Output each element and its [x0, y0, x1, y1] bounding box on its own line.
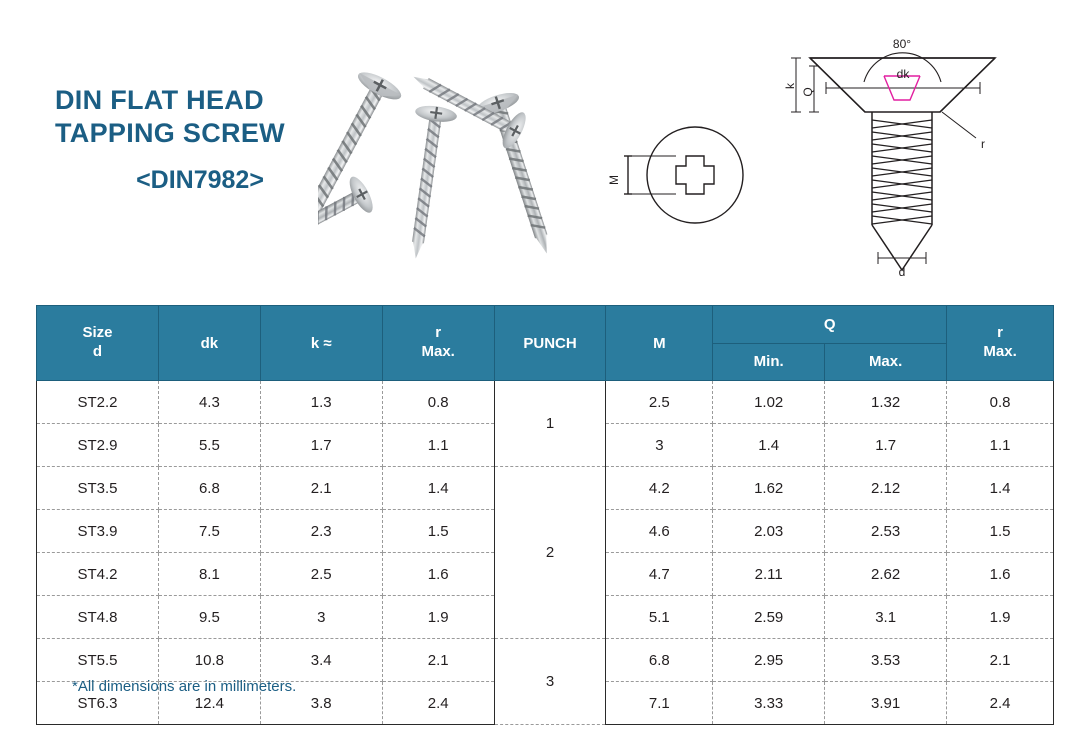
cell-r2: 0.8	[947, 381, 1054, 424]
cell-dk: 8.1	[159, 553, 261, 596]
cell-punch: 2	[494, 467, 606, 639]
cell-dk: 12.4	[159, 682, 261, 725]
cell-size: ST5.5	[37, 639, 159, 682]
cell-q-max: 1.7	[825, 424, 947, 467]
cell-q-min: 1.62	[713, 467, 825, 510]
spec-table-body	[37, 381, 1054, 725]
cell-q-min: 2.59	[713, 596, 825, 639]
cell-r2: 2.4	[947, 682, 1054, 725]
header-r2-line-1: r	[997, 324, 1003, 342]
header-punch: PUNCH	[494, 306, 606, 381]
cell-m: 3	[606, 424, 713, 467]
cell-r1: 1.1	[382, 424, 494, 467]
cell-dk: 4.3	[159, 381, 261, 424]
cell-k: 2.1	[260, 467, 382, 510]
header-q-min: Min.	[713, 343, 825, 381]
header-row-1	[37, 306, 1054, 344]
header-k: k ≈	[260, 306, 382, 381]
label-q: Q	[801, 87, 815, 97]
cell-k: 3.8	[260, 682, 382, 725]
header-m: M	[606, 306, 713, 381]
cell-m: 2.5	[606, 381, 713, 424]
cell-size: ST4.8	[37, 596, 159, 639]
table-row	[37, 639, 1054, 682]
cell-m: 4.7	[606, 553, 713, 596]
cell-dk: 5.5	[159, 424, 261, 467]
cell-r2: 1.4	[947, 467, 1054, 510]
table-row	[37, 467, 1054, 510]
spec-table-head	[37, 306, 1054, 381]
cell-r1: 1.6	[382, 553, 494, 596]
cell-q-min: 2.11	[713, 553, 825, 596]
label-angle: 80°	[892, 37, 912, 51]
cell-r2: 1.5	[947, 510, 1054, 553]
page-title-line-2: TAPPING SCREW	[55, 117, 285, 148]
page-title-line-1: DIN FLAT HEAD	[55, 85, 264, 115]
cell-q-max: 2.62	[825, 553, 947, 596]
cell-q-max: 2.12	[825, 467, 947, 510]
cell-m: 7.1	[606, 682, 713, 725]
cell-m: 4.6	[606, 510, 713, 553]
cell-k: 3	[260, 596, 382, 639]
cell-size: ST3.9	[37, 510, 159, 553]
cell-k: 1.3	[260, 381, 382, 424]
cell-q-max: 3.1	[825, 596, 947, 639]
cell-q-min: 1.02	[713, 381, 825, 424]
cell-r1: 1.9	[382, 596, 494, 639]
cell-m: 6.8	[606, 639, 713, 682]
cell-size: ST2.2	[37, 381, 159, 424]
product-photo	[318, 40, 568, 280]
cell-dk: 7.5	[159, 510, 261, 553]
cell-r1: 0.8	[382, 381, 494, 424]
cell-r2: 1.9	[947, 596, 1054, 639]
cell-size: ST6.3	[37, 682, 159, 725]
header-size-line-1: Size	[82, 324, 113, 342]
cell-q-min: 2.95	[713, 639, 825, 682]
header-size-line-2: d	[92, 343, 103, 360]
cell-r1: 2.4	[382, 682, 494, 725]
cell-size: ST4.2	[37, 553, 159, 596]
cell-r1: 1.4	[382, 467, 494, 510]
cell-r1: 1.5	[382, 510, 494, 553]
cell-punch: 1	[494, 381, 606, 467]
cell-q-min: 1.4	[713, 424, 825, 467]
cell-size: ST3.5	[37, 467, 159, 510]
title-block	[55, 84, 335, 195]
header-r-max-2	[947, 306, 1054, 381]
cell-k: 1.7	[260, 424, 382, 467]
header-q-max: Max.	[825, 343, 947, 381]
cell-q-max: 2.53	[825, 510, 947, 553]
header-dk: dk	[159, 306, 261, 381]
cell-dk: 10.8	[159, 639, 261, 682]
cell-k: 2.5	[260, 553, 382, 596]
spec-table-wrapper	[36, 305, 1054, 725]
cell-q-max: 1.32	[825, 381, 947, 424]
cross-recess-drawing	[600, 120, 770, 230]
label-k: k	[783, 83, 797, 89]
dimensions-note: *All dimensions are in millimeters.	[72, 678, 297, 695]
cell-size: ST2.9	[37, 424, 159, 467]
cell-dk: 9.5	[159, 596, 261, 639]
cell-r2: 1.6	[947, 553, 1054, 596]
header-r-max-1	[382, 306, 494, 381]
spec-table	[36, 305, 1054, 725]
cell-q-min: 2.03	[713, 510, 825, 553]
header-r1-line-1: r	[435, 324, 442, 342]
cell-k: 3.4	[260, 639, 382, 682]
label-d: d	[898, 265, 906, 279]
standard-code: <DIN7982>	[136, 165, 264, 194]
cell-r2: 1.1	[947, 424, 1054, 467]
header-q-group: Q	[713, 306, 947, 344]
label-r: r	[981, 137, 985, 151]
cell-q-max: 3.53	[825, 639, 947, 682]
table-row	[37, 381, 1054, 424]
cell-dk: 6.8	[159, 467, 261, 510]
header-r1-line-2: Max.	[421, 343, 455, 360]
label-m: M	[607, 175, 621, 185]
cell-q-max: 3.91	[825, 682, 947, 725]
label-dk: dk	[896, 67, 910, 81]
cell-k: 2.3	[260, 510, 382, 553]
cell-r1: 2.1	[382, 639, 494, 682]
cell-r2: 2.1	[947, 639, 1054, 682]
cell-q-min: 3.33	[713, 682, 825, 725]
side-view-drawing	[780, 20, 1050, 290]
cell-m: 5.1	[606, 596, 713, 639]
header-r2-line-2: Max.	[983, 343, 1017, 360]
cell-punch: 3	[494, 639, 606, 725]
cell-m: 4.2	[606, 467, 713, 510]
header-size-d	[37, 306, 159, 381]
